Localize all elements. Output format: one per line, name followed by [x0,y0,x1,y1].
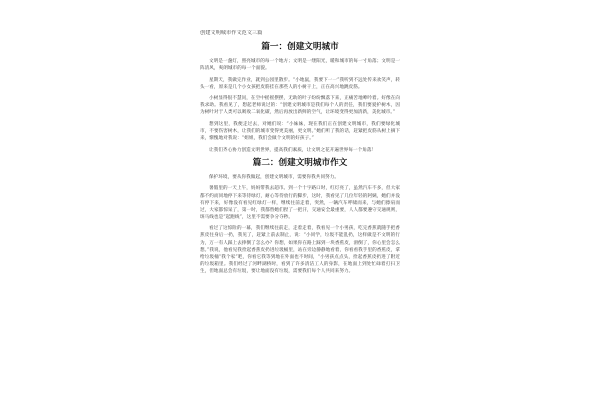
paragraph: 暑假里的一天上午，妈妈带我去超市。到一个十字路口时，红灯亮了，虽然汽车不多，但大家都不约而同地停下来等待绿灯，耐心等待放行的脚步，这时，我看见了几位年轻的阿姨，她们并没有停下来，好像没有看见红绿灯一样，继续往前走着，突然，一辆汽车呼啸而来，与她们擦肩而过，大家都惊呆了，第一时，我都替她们捏了一把汗，交通安全最重要，人人都要遵守交通规则，斑马线也是“起跑线”，这里不需要争分夺秒。 [200,186,400,220]
paragraph: 让我们齐心协力创造文明世界，提高我们素质，让文明之花开遍世界每一个角落！ [209,147,377,153]
paragraph: 星期天，我做完作业，就到公园里散步。“小地鼠，我要下一一”我听到不远处传来欢笑声，转头一看，原来是几个小女孩把皮筋挂在那些人的小树干上，正在高兴地跳皮筋。 [200,77,400,90]
section-2 [200,158,400,275]
paragraph: 看过了这惊险的一幕，我们继续往前走，走着走着，我看见一个小男孩，吃完香蕉就随手把香蕉皮往身后一扔，我见了，赶紧上前去制止，说：“小同学，垃圾不能乱扔，这样做是不文明的行为，万一有人踩上去摔倒了怎么办？你想，如果你在路上踩到一块香蕉皮，滑倒了，你心里会怎么想。”我说，他看见我捡起香蕉皮扔进垃圾桶里，站在旁边静静地看着，你看看我手里的香蕉皮，拿给垃圾桶“我个家”吧，你看它我等到地在外面也不时间，“小男孩点点头，捡起香蕉皮扔进了附近的垃圾箱里。我们经过了河畔湖桥时，看到了许多清洁工人的身影，在地面上到处忙碌着打扫卫生，但地面总会有垃圾，要让地面没有垃圾，需要我们每个人共同来努力。 [200,226,400,274]
document-title: 创建文明城市作文范文三篇 [200,30,263,36]
paragraph: 小树显得很不慧问，在空中摇摇摆摆，无助的叶子纷纷飘落下来，正痛苦地呻吟着。好像在向我求助。我看见了，想起老师说过的：“创建文明城市是我们每个人的责任，我们要爱护树木，因为树叶对于人类可以吸收二氧化碳，然后再放出新鲜的空气，让环境变得更加清新，美化城市。” [200,96,400,116]
paragraph: 文明是一盏灯，照亮城市的每一个地方；文明是一缕阳光，暖和城市的每一寸角落；文明是一阵清风，爽朗城市的每一个面貌。 [200,59,400,72]
paragraph: 想到这里，我便走过去，对她们说：“小妹妹，现在我们正在创建文明城市，我们要绿化城市，不要伤害树木，让我们的城市变得更美丽，更文明。”她们听了我的话，赶紧把皮筋从树上摘下来，惭愧地对我说：“姐姐，我们会做个文明的好孩子。” [200,121,400,142]
section-title: 篇一：创建文明城市 [261,42,339,52]
section-title: 篇二：创建文明城市作文 [252,157,348,168]
document-page [200,30,400,400]
section-1 [200,42,400,154]
paragraph: 保护环境，要从你我做起，创建文明城市，需要你我共同努力。 [209,174,340,180]
